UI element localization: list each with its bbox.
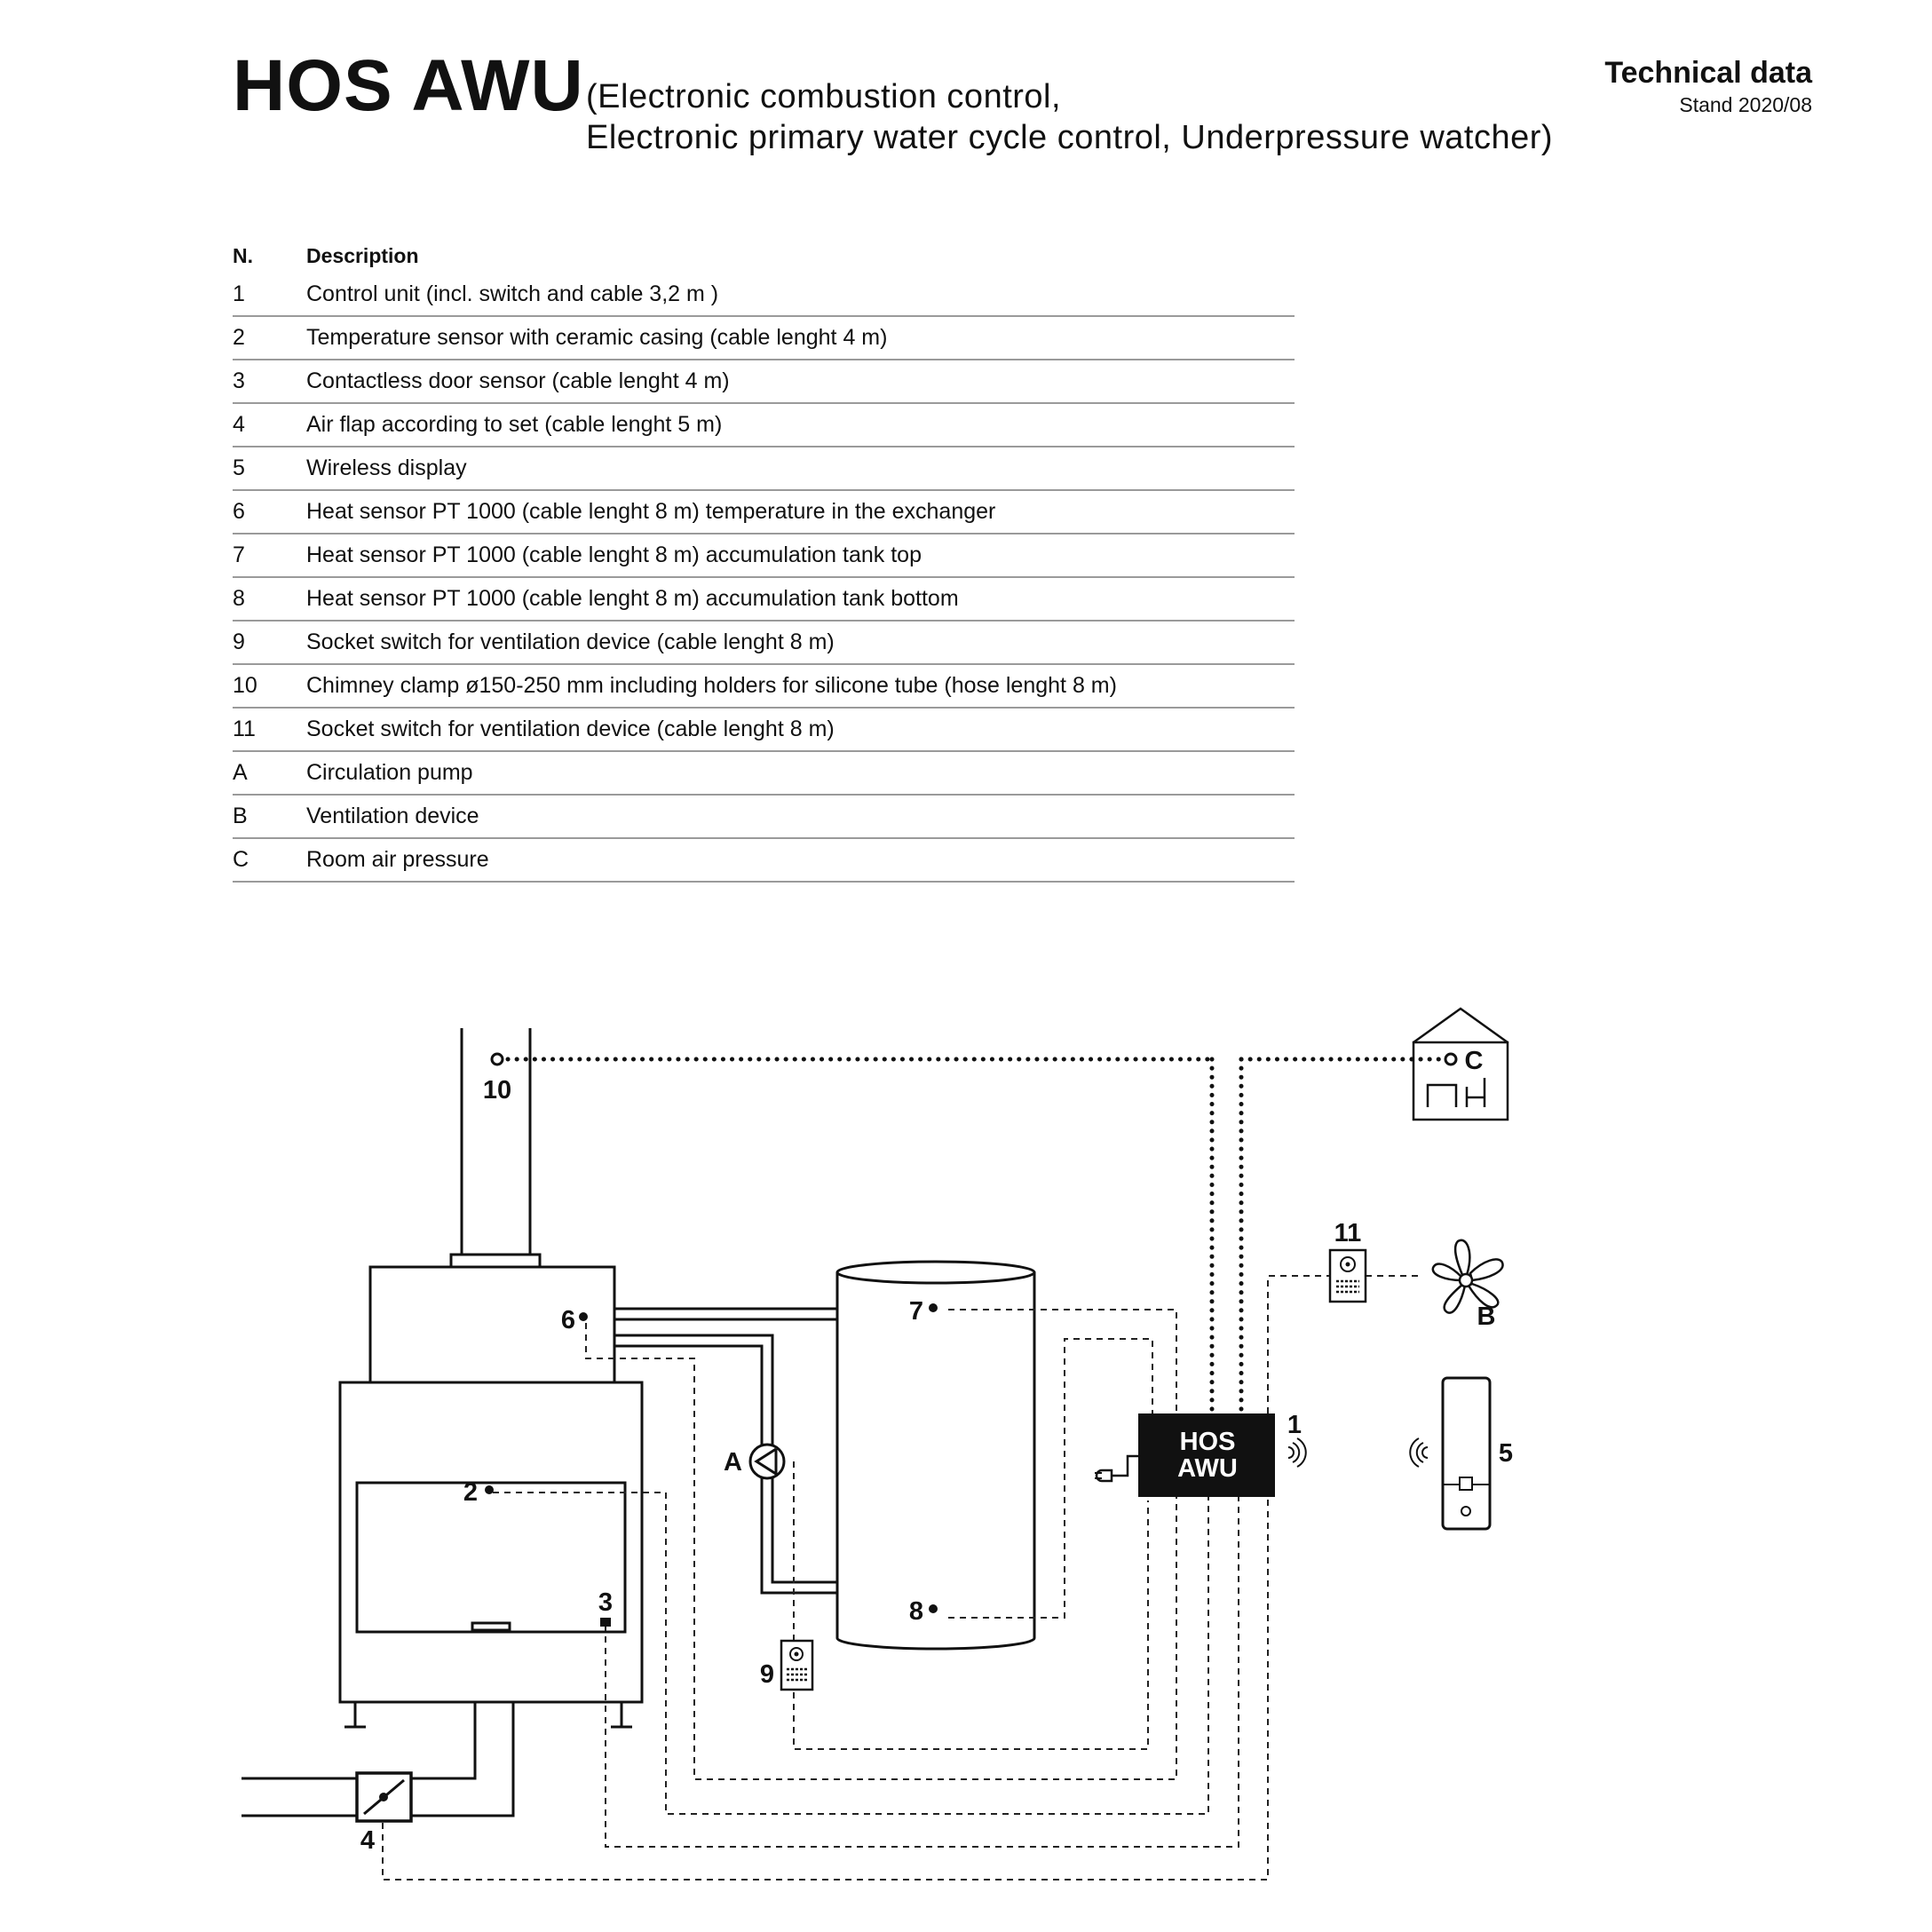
row-number: 2 xyxy=(233,316,306,360)
row-number: 7 xyxy=(233,534,306,577)
row-description: Heat sensor PT 1000 (cable lenght 8 m) accumulation tank top xyxy=(306,534,1295,577)
label-8: 8 xyxy=(908,1597,923,1626)
pressure-tubes xyxy=(508,1059,1440,1413)
row-description: Heat sensor PT 1000 (cable lenght 8 m) temperature in the exchanger xyxy=(306,490,1295,534)
stove-window xyxy=(357,1483,625,1632)
row-description: Contactless door sensor (cable lenght 4 m) xyxy=(306,360,1295,403)
technical-data-date: Stand 2020/08 xyxy=(1679,93,1812,116)
sensor-2-dot xyxy=(485,1485,494,1494)
table-row xyxy=(233,534,1295,577)
label-7: 7 xyxy=(908,1297,923,1326)
label-5: 5 xyxy=(1498,1439,1514,1468)
power-plug-icon xyxy=(1097,1470,1112,1481)
wireless-signal-icon xyxy=(1288,1438,1306,1467)
row-description: Socket switch for ventilation device (cable lenght 8 m) xyxy=(306,621,1295,664)
table-header-row xyxy=(233,238,1295,273)
table-row xyxy=(233,664,1295,708)
row-number: 5 xyxy=(233,447,306,490)
parts-table xyxy=(233,238,1295,883)
row-description: Chimney clamp ø150-250 mm including holders for silicone tube (hose lenght 8 m) xyxy=(306,664,1295,708)
circulation-pump xyxy=(750,1445,784,1478)
wireless-display xyxy=(1410,1378,1490,1529)
row-number: 8 xyxy=(233,577,306,621)
control-unit-label-line-1: HOS xyxy=(1179,1428,1236,1456)
row-description: Heat sensor PT 1000 (cable lenght 8 m) accumulation tank bottom xyxy=(306,577,1295,621)
label-4: 4 xyxy=(360,1826,376,1855)
row-number: C xyxy=(233,838,306,882)
row-number: 6 xyxy=(233,490,306,534)
sensor-6-dot xyxy=(579,1312,588,1321)
label-B: B xyxy=(1477,1303,1496,1331)
air-duct xyxy=(242,1702,513,1821)
table-row xyxy=(233,316,1295,360)
table-row xyxy=(233,577,1295,621)
page-title: HOS AWU xyxy=(233,45,584,126)
row-description: Circulation pump xyxy=(306,751,1295,795)
table-row xyxy=(233,490,1295,534)
socket-switch-9 xyxy=(781,1641,812,1690)
row-number: A xyxy=(233,751,306,795)
row-description: Socket switch for ventilation device (cable lenght 8 m) xyxy=(306,708,1295,751)
row-number: B xyxy=(233,795,306,838)
row-number: 4 xyxy=(233,403,306,447)
table-row xyxy=(233,621,1295,664)
subtitle-line-1: (Electronic combustion control, xyxy=(586,78,1062,115)
row-number: 9 xyxy=(233,621,306,664)
technical-data-heading: Technical data xyxy=(1604,56,1812,90)
label-2: 2 xyxy=(463,1478,478,1507)
display-signal-icon xyxy=(1410,1438,1428,1467)
label-3: 3 xyxy=(598,1588,614,1617)
sensor-3-mark xyxy=(600,1618,611,1627)
column-header-description: Description xyxy=(306,243,419,267)
table-row xyxy=(233,403,1295,447)
label-10: 10 xyxy=(482,1076,512,1105)
technical-data-block xyxy=(1604,55,1812,119)
table-row xyxy=(233,751,1295,795)
row-number: 3 xyxy=(233,360,306,403)
table-row xyxy=(233,273,1295,316)
row-description: Room air pressure xyxy=(306,838,1295,882)
system-diagram xyxy=(0,977,1932,1932)
row-number: 1 xyxy=(233,273,306,316)
socket-switch-11 xyxy=(1330,1250,1366,1302)
row-description: Air flap according to set (cable lenght 5 m) xyxy=(306,403,1295,447)
table-row xyxy=(233,447,1295,490)
sensor-8-dot xyxy=(929,1604,938,1613)
label-11: 11 xyxy=(1334,1219,1362,1247)
power-cable xyxy=(1112,1456,1138,1476)
row-description: Control unit (incl. switch and cable 3,2 m ) xyxy=(306,273,1295,316)
label-C: C xyxy=(1464,1047,1484,1075)
column-header-number: N. xyxy=(233,243,253,267)
sensor-7-dot xyxy=(929,1303,938,1312)
page-subtitle xyxy=(586,76,1553,158)
label-A: A xyxy=(724,1448,742,1477)
subtitle-line-2: Electronic primary water cycle control, Underpressure watcher) xyxy=(586,119,1554,156)
label-6: 6 xyxy=(560,1306,575,1334)
stove xyxy=(340,1267,642,1727)
table-row xyxy=(233,795,1295,838)
label-1: 1 xyxy=(1287,1411,1303,1439)
row-number: 10 xyxy=(233,664,306,708)
sensor-10-dot xyxy=(492,1054,503,1065)
accumulation-tank xyxy=(837,1262,1034,1649)
row-description: Temperature sensor with ceramic casing (cable lenght 4 m) xyxy=(306,316,1295,360)
row-description: Ventilation device xyxy=(306,795,1295,838)
row-number: 11 xyxy=(233,708,306,751)
table-row xyxy=(233,360,1295,403)
control-unit-label-line-2: AWU xyxy=(1177,1454,1238,1483)
table-row xyxy=(233,838,1295,882)
house-icon xyxy=(1413,1009,1508,1120)
air-flap-center xyxy=(379,1793,388,1801)
sensor-cables xyxy=(383,1276,1422,1880)
label-9: 9 xyxy=(759,1660,774,1689)
table-row xyxy=(233,708,1295,751)
row-description: Wireless display xyxy=(306,447,1295,490)
